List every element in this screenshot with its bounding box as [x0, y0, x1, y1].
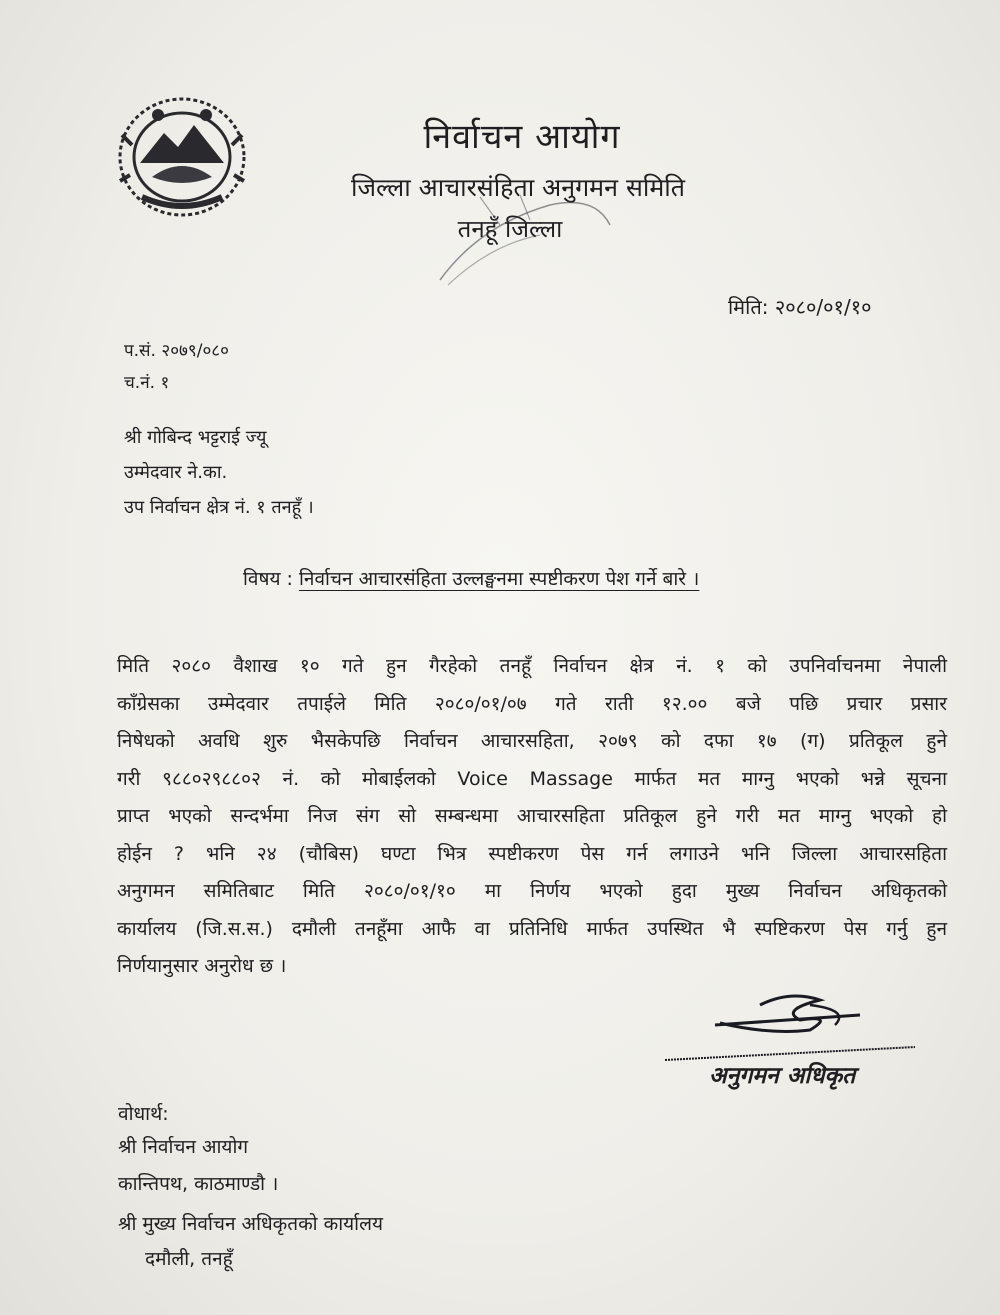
subject-label: विषय : — [243, 568, 293, 590]
cc-line: श्री निर्वाचन आयोग — [118, 1136, 249, 1158]
cc-line: श्री मुख्य निर्वाचन अधिकृतको कार्यालय — [118, 1213, 384, 1235]
letter-body — [117, 648, 947, 986]
body-line: काँग्रेसका उम्मेदवार तपाईले मिति २०८०/०१/०७ गते राती १२.०० बजे पछि प्रचार प्रसार — [117, 692, 947, 715]
letter-date: मिति: २०८०/०१/१० — [728, 295, 872, 319]
cc-line: कान्तिपथ, काठमाण्डौ । — [118, 1173, 279, 1195]
round-stamp — [420, 185, 620, 295]
addressee-role: उम्मेदवार ने.का. — [124, 462, 228, 483]
district-name: तनहूँ जिल्ला — [457, 215, 563, 243]
body-line: निर्णयानुसार अनुरोध छ । — [117, 955, 287, 977]
patra-sankhya: प.सं. २०७९/०८० — [124, 341, 229, 361]
body-line: निषेधको अवधि शुरु भैसकेपछि निर्वाचन आचारसहिता, २०७९ को दफा १७ (ग) प्रतिकूल हुने — [117, 730, 947, 752]
body-line: कार्यालय (जि.स.स.) दमौली तनहूँमा आफै वा प्रतिनिधि मार्फत उपस्थित भै स्पष्टिकरण पेस गर्नु हुन — [117, 917, 947, 940]
addressee-constituency: उप निर्वाचन क्षेत्र नं. १ तनहूँ । — [124, 497, 314, 518]
cc-line: दमौली, तनहूँ — [145, 1248, 233, 1270]
committee-name: जिल्ला आचारसंहिता अनुगमन समिति — [351, 173, 685, 202]
body-line: गरी ९८८०२९८८०२ नं. को मोबाईलको Voice Massage मार्फत मत माग्नु भएको भन्ने सूचना — [117, 767, 947, 790]
body-line: मिति २०८० वैशाख १० गते हुन गैरहेको तनहूँ निर्वाचन क्षेत्र नं. १ को उपनिर्वाचनमा नेपाली — [117, 655, 947, 677]
body-line: होईन ? भनि २४ (चौबिस) घण्टा भित्र स्पष्टीकरण पेस गर्न लगाउने भनि जिल्ला आचारसहिता — [117, 842, 947, 865]
subject-text: निर्वाचन आचारसंहिता उल्लङ्घनमा स्पष्टीकरण पेश गर्ने बारे । — [298, 568, 700, 590]
subject-line — [243, 565, 699, 591]
body-line: अनुगमन समितिबाट मिति २०८०/०१/१० मा निर्णय भएको हुदा मुख्य निर्वाचन अधिकृतको — [117, 880, 947, 902]
cc-label: वोधार्थ: — [118, 1103, 169, 1125]
office-title: निर्वाचन आयोग — [423, 117, 621, 157]
signature-title: अनुगमन अधिकृत — [709, 1063, 856, 1089]
chalani-number: च.नं. १ — [124, 373, 170, 393]
addressee-name: श्री गोबिन्द भट्टराई ज्यू — [124, 427, 267, 448]
body-line: प्राप्त भएको सन्दर्भमा निज संग सो सम्बन्धमा आचारसहिता प्रतिकूल हुने गरी मत माग्नु भएको हो — [117, 805, 947, 827]
